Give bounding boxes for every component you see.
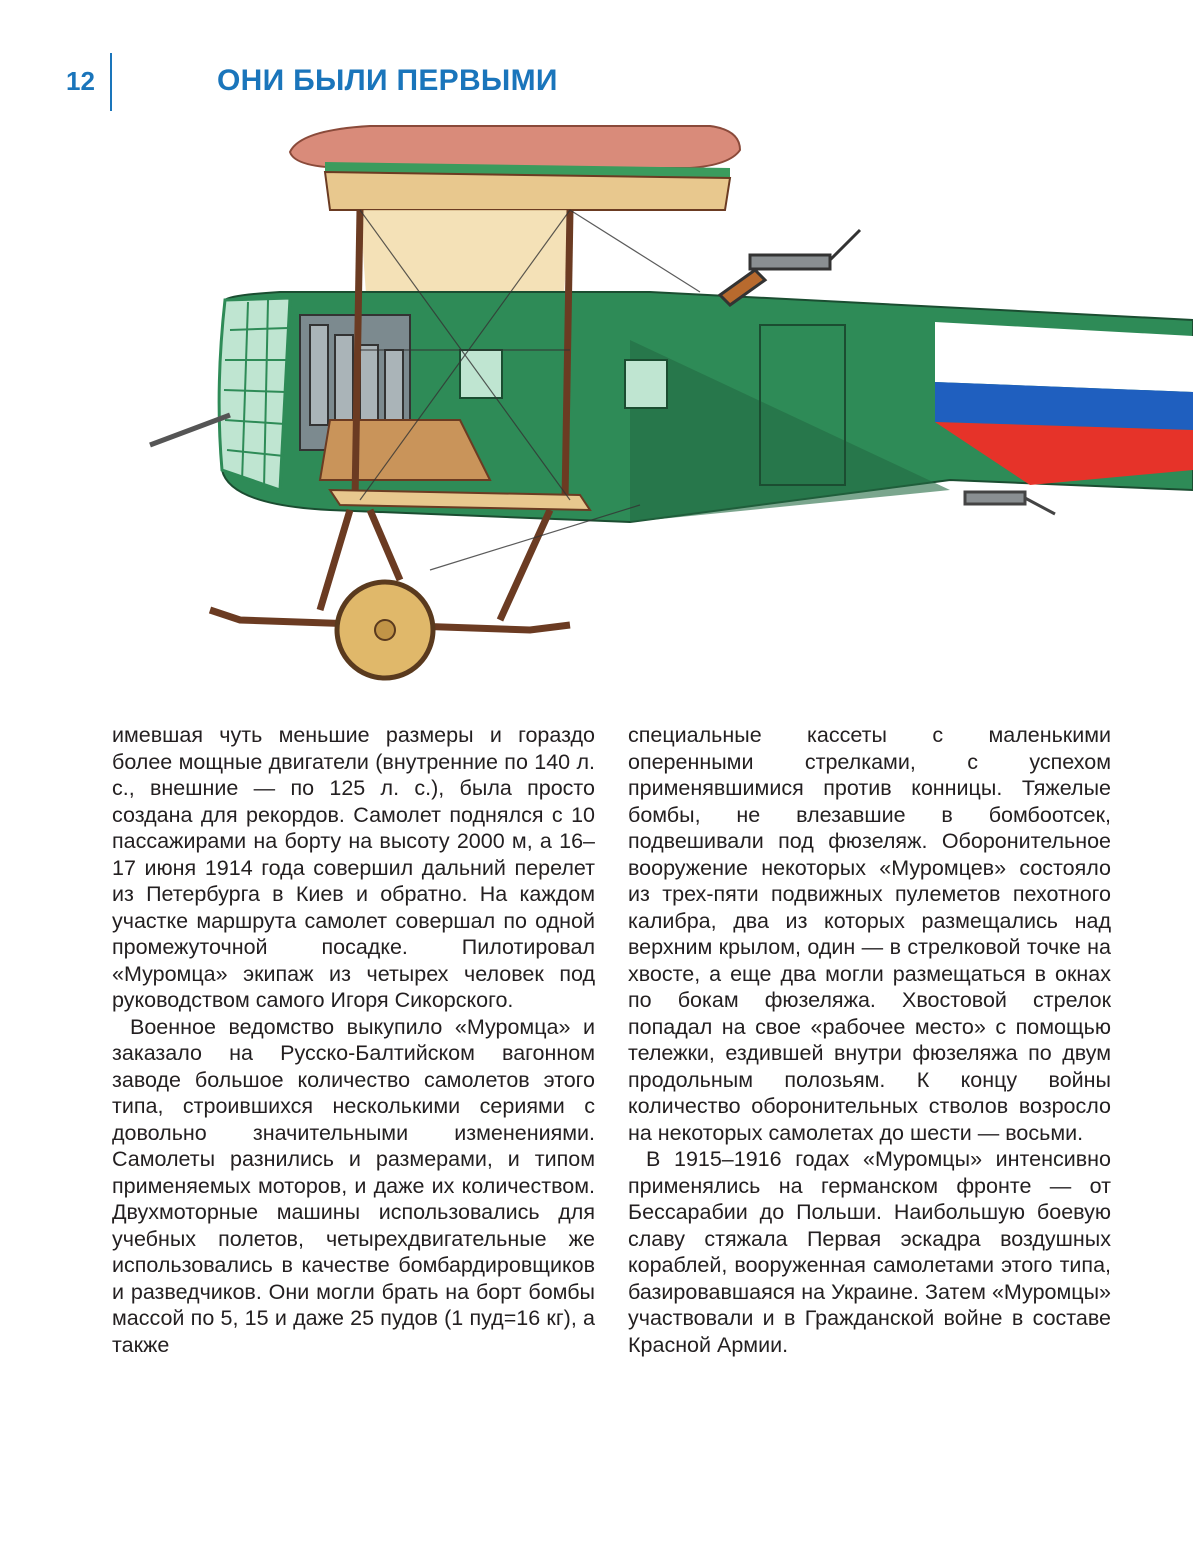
text-column-right — [628, 722, 1111, 1358]
chapter-title: ОНИ БЫЛИ ПЕРВЫМИ — [217, 64, 558, 97]
paragraph: имевшая чуть меньшие размеры и гораздо более мощные двигатели (внутренние по 140 л. с., внешние — по 125 л. с.), была просто создана для рекордов. Самолет поднялся с 10 пассажирами на борту на высоту 2000 м, а 16–17 июня 1914 года совершил дальний перелет из Петербурга в Киев и обратно. На каждом участке маршрута самолет совершал по одной промежуточной посадке. Пилотировал «Муромца» экипаж из четырех человек под руководством самого Игоря Сикорского. — [112, 723, 595, 1012]
header-divider — [110, 53, 112, 111]
paragraph: Военное ведомство выкупило «Муромца» и заказало на Русско-Балтийском вагонном заводе большое количество самолетов этого типа, строившихся несколькими сериями с довольно значительными изменениями. Самолеты разнились и размерами, и типом применяемых моторов, и даже их количеством. Двухмоторные машины использовались для учебных полетов, четырехдвигательные же использовались в качестве бомбардировщиков и разведчиков. Они могли брать на борт бомбы массой по 5, 15 и даже 25 пудов (1 пуд=16 кг), а также — [112, 1014, 595, 1357]
paragraph: В 1915–1916 годах «Муромцы» интенсивно применялись на германском фронте — от Бессарабии до Польши. Наибольшую боевую славу стяжала Первая эскадра воздушных кораблей, вооруженная самолетами этого типа, базировавшаяся на Украине. Затем «Муромцы» участвовали и в Гражданской войне в составе Красной Армии. — [628, 1147, 1111, 1357]
paragraph: специальные кассеты с маленькими оперенными стрелками, с успехом применявшимися против конницы. Тяжелые бомбы, не влезавшие в бомбоотсек, подвешивали под фюзеляж. Оборонительное вооружение некоторых «Муромцев» состояло из трех-пяти подвижных пулеметов пехотного калибра, два из которых размещались над верхним крылом, один — в стрелковой точке на хвосте, а еще два могли размещаться в окнах по бокам фюзеляжа. Хвостовой стрелок попадал на свое «рабочее место» с помощью тележки, ездившей внутри фюзеляжа по двум продольным полозьям. К концу войны количество оборонительных стволов возросло на некоторых самолетах до шести — восьми. — [628, 723, 1111, 1145]
biplane-illustration — [130, 110, 1193, 690]
page-number: 12 — [66, 66, 95, 96]
text-column-left — [112, 722, 595, 1358]
